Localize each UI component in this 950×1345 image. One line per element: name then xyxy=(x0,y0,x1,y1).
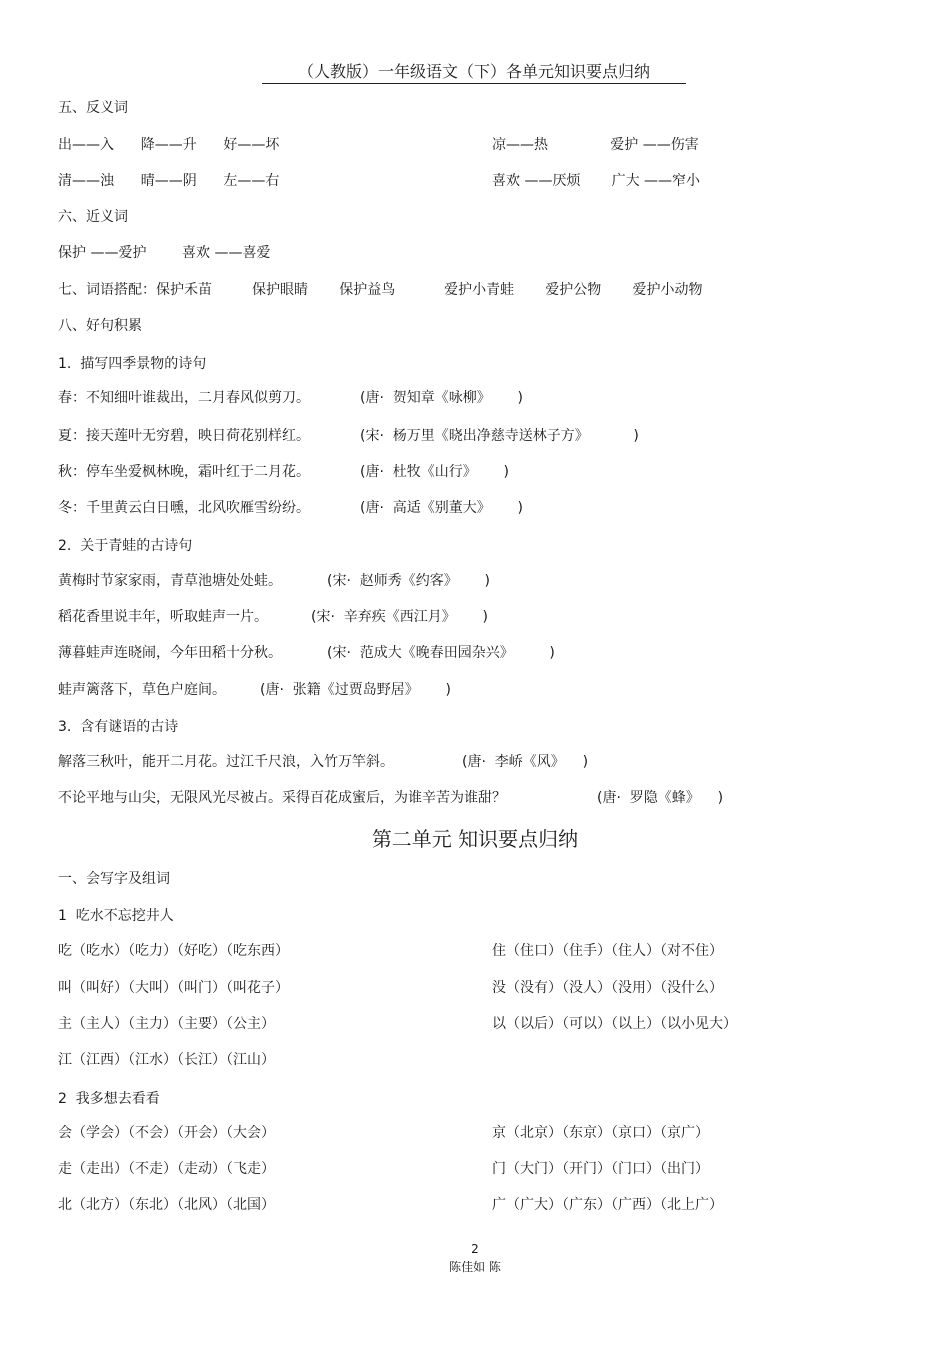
poem-line: 稻花香里说丰年，听取蛙声一片。 xyxy=(58,609,268,625)
poem-source: (唐· 李峤《风》 ) xyxy=(462,754,589,770)
poem-line: 不论平地与山尖，无限风光尽被占。采得百花成蜜后，为谁辛苦为谁甜？ xyxy=(58,790,506,806)
poem-line: 夏：接天莲叶无穷碧，映日荷花别样红。 xyxy=(58,428,310,444)
poem-source: (宋· 范成大《晚春田园杂兴》 ) xyxy=(327,645,555,661)
poem-line: 解落三秋叶，能开二月花。过江千尺浪，入竹万竿斜。 xyxy=(58,754,394,770)
antonyms-row2-right: 喜欢 ——厌烦 广大 ——窄小 xyxy=(492,173,701,189)
sec2-heading: 2. 关于青蛙的古诗句 xyxy=(58,538,193,554)
poem-line: 黄梅时节家家雨，青草池塘处处蛙。 xyxy=(58,573,282,589)
word-group: 没（没有）（没人）（没用）（没什么） xyxy=(492,980,723,996)
synonyms-heading: 六、近义词 xyxy=(58,209,128,225)
poem-source: (宋· 辛弃疾《西江月》 ) xyxy=(311,609,488,625)
sec3-heading: 3. 含有谜语的古诗 xyxy=(58,719,179,735)
poem-line: 蛙声篱落下，草色户庭间。 xyxy=(58,682,226,698)
poem-source: (唐· 高适《别董大》 ) xyxy=(360,500,523,516)
word-group: 吃（吃水）（吃力）（好吃）（吃东西） xyxy=(58,943,289,959)
document-header: （人教版）一年级语文（下）各单元知识要点归纳 xyxy=(262,62,686,84)
poem-source: (唐· 杜牧《山行》 ) xyxy=(360,464,509,480)
word-group: 住（住口）（住手）（住人）（对不住） xyxy=(492,943,723,959)
good-sentences-heading: 八、好句积累 xyxy=(58,318,142,334)
synonyms-row1: 保护 ——爱护 喜欢 ——喜爱 xyxy=(58,245,271,261)
antonyms-row1-right: 凉——热 爱护 ——伤害 xyxy=(492,137,699,153)
word-group: 门（大门）（开门）（门口）（出门） xyxy=(492,1161,709,1177)
unit2-title: 第二单元 知识要点归纳 xyxy=(371,827,579,851)
lesson1-heading: 1 吃水不忘挖井人 xyxy=(58,908,174,924)
poem-source: (宋· 杨万里《晓出净慈寺送林子方》 ) xyxy=(360,428,639,444)
poem-line: 春：不知细叶谁裁出，二月春风似剪刀。 xyxy=(58,390,310,406)
antonyms-row1-left: 出——入 降——升 好——坏 xyxy=(58,137,280,153)
poem-source: (宋· 赵师秀《约客》 ) xyxy=(327,573,490,589)
word-group: 主（主人）（主力）（主要）（公主） xyxy=(58,1016,275,1032)
poem-source: (唐· 张籍《过贾岛野居》 ) xyxy=(260,682,451,698)
word-group: 以（以后）（可以）（以上）（以小见大） xyxy=(492,1016,737,1032)
poem-source: (唐· 贺知章《咏柳》 ) xyxy=(360,390,523,406)
word-group: 北（北方）（东北）（北风）（北国） xyxy=(58,1197,275,1213)
word-group: 江（江西）（江水）（长江）（江山） xyxy=(58,1052,275,1068)
antonyms-heading: 五、反义词 xyxy=(58,100,128,116)
word-group: 京（北京）（东京）（京口）（京广） xyxy=(492,1125,709,1141)
poem-line: 秋：停车坐爱枫林晚，霜叶红于二月花。 xyxy=(58,464,310,480)
collocation-line: 七、词语搭配：保护禾苗 保护眼睛 保护益鸟 爱护小青蛙 爱护公物 爱护小动物 xyxy=(58,282,703,298)
poem-source: (唐· 罗隐《蜂》 ) xyxy=(597,790,724,806)
word-group: 广（广大）（广东）（广西）（北上广） xyxy=(492,1197,723,1213)
antonyms-row2-left: 清——浊 晴——阴 左——右 xyxy=(58,173,280,189)
page-number: 2 xyxy=(471,1242,479,1256)
word-group: 走（走出）（不走）（走动）（飞走） xyxy=(58,1161,275,1177)
author-footer: 陈佳如 陈 xyxy=(449,1260,501,1274)
word-group: 叫（叫好）（大叫）（叫门）（叫花子） xyxy=(58,980,289,996)
unit2-heading: 一、会写字及组词 xyxy=(58,871,170,887)
poem-line: 冬：千里黄云白日曛，北风吹雁雪纷纷。 xyxy=(58,500,310,516)
word-group: 会（学会）（不会）（开会）（大会） xyxy=(58,1125,275,1141)
lesson2-heading: 2 我多想去看看 xyxy=(58,1091,160,1107)
sec1-heading: 1. 描写四季景物的诗句 xyxy=(58,356,207,372)
poem-line: 薄暮蛙声连晓闹，今年田稻十分秋。 xyxy=(58,645,282,661)
